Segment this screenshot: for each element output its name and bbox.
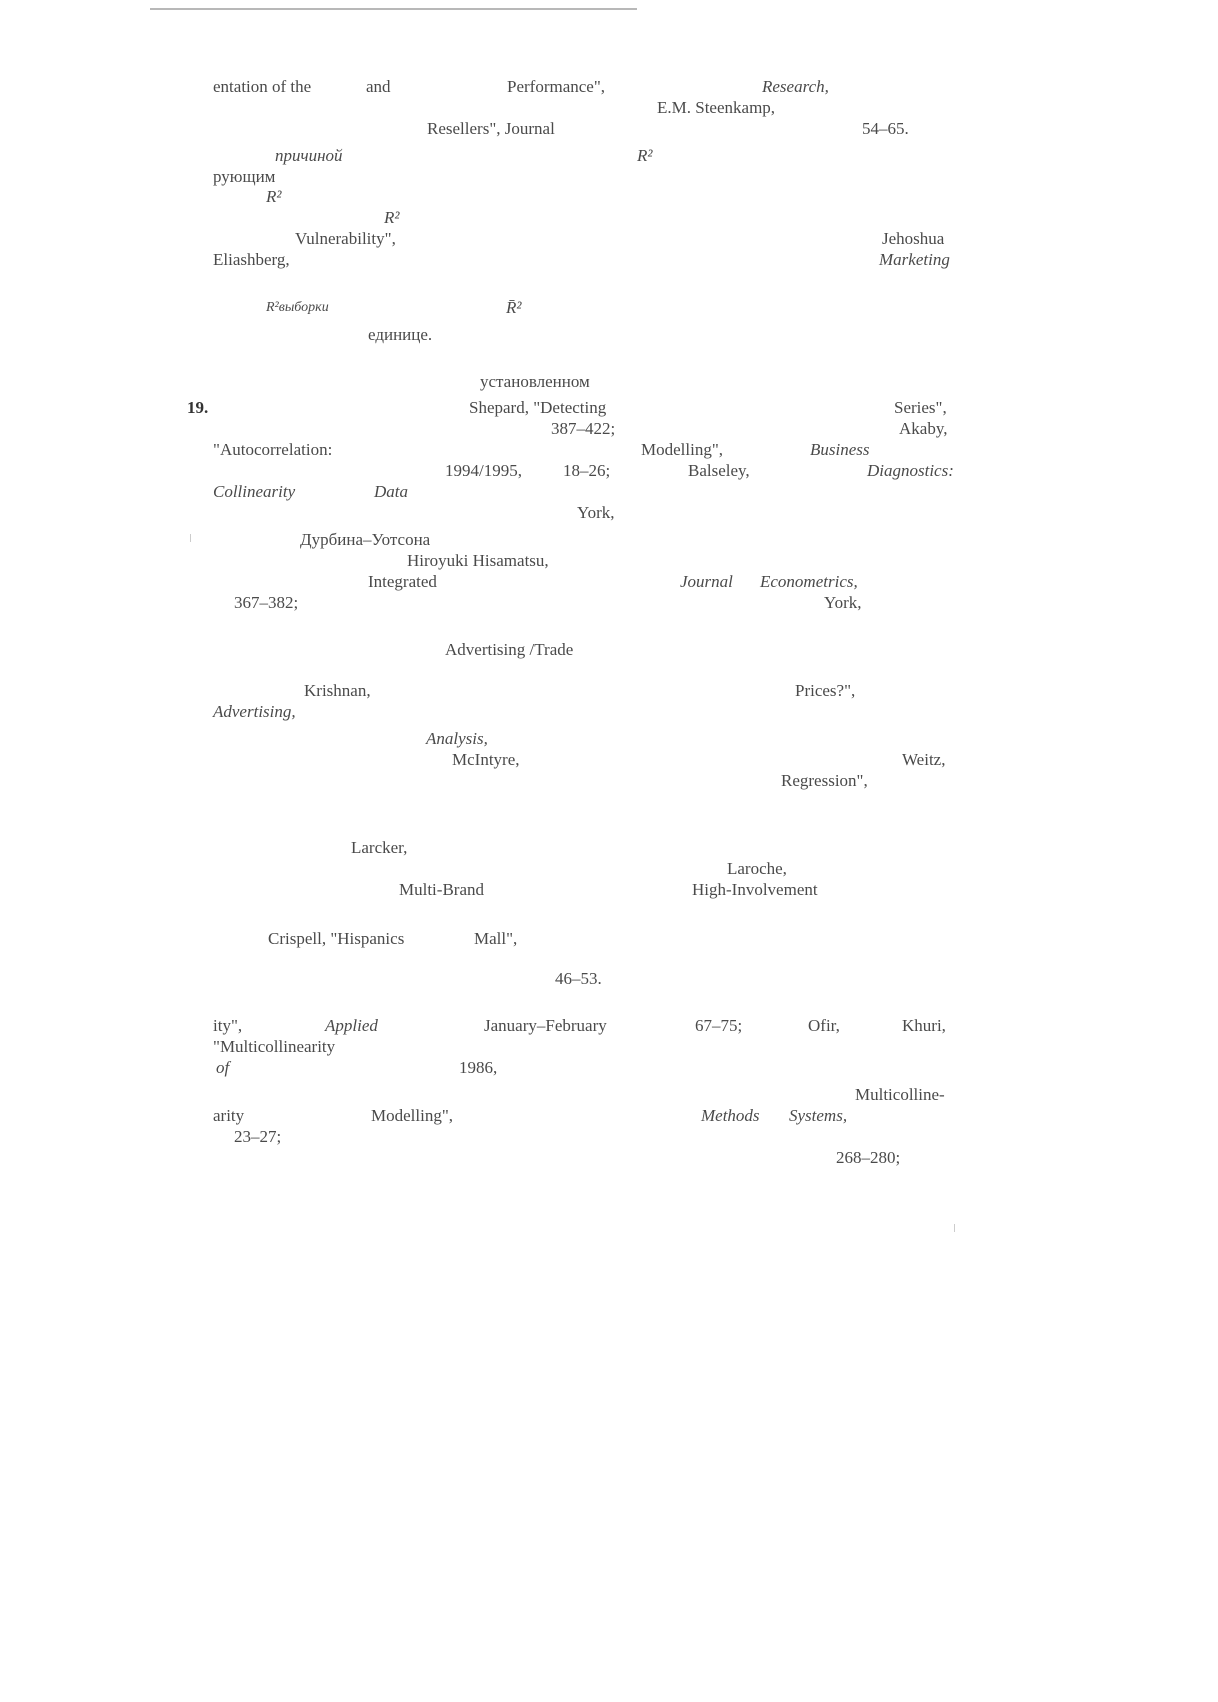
text-fragment: York, [577,503,615,522]
text-fragment: Ofir, [808,1016,840,1035]
text-fragment: 54–65. [862,119,909,138]
text-fragment: Journal [680,572,733,591]
text-fragment: R̄² [506,298,522,317]
text-fragment: 268–280; [836,1148,901,1167]
text-fragment: 367–382; [234,593,299,612]
text-fragment: Vulnerability", [295,229,396,248]
text-fragment: arity [213,1106,245,1125]
text-fragment: 46–53. [555,969,602,988]
text-fragment: and [366,77,391,96]
text-fragment: 67–75; [695,1016,743,1035]
text-fragment: 1986, [459,1058,498,1077]
text-fragment: R² [384,208,400,227]
text-fragment: "Multicollinearity [213,1037,336,1056]
text-fragment: R²выборки [266,300,329,315]
text-fragment: Collinearity [213,482,296,501]
text-fragment: Econometrics, [760,572,858,591]
text-fragment: R² [637,146,653,165]
text-fragment: Analysis, [426,729,488,748]
text-fragment: причиной [275,146,343,165]
text-fragment: Advertising /Trade [445,640,574,659]
text-fragment: рующим [213,167,276,186]
text-fragment: Prices?", [795,681,856,700]
text-fragment: Modelling", [641,440,724,459]
text-fragment: York, [824,593,862,612]
text-fragment: Series", [894,398,947,417]
text-fragment: entation of the [213,77,312,96]
text-fragment: ity", [213,1016,243,1035]
text-fragment: Marketing [879,250,950,269]
text-fragment: Integrated [368,572,437,591]
text-fragment: January–February [484,1016,607,1035]
text-fragment: R² [266,187,282,206]
text-fragment: of [216,1058,230,1077]
text-fragment: Resellers", Journal [427,119,555,138]
text-fragment: Diagnostics: [867,461,954,480]
text-fragment: Methods [701,1106,760,1125]
text-fragment: Дурбина–Уотсона [300,530,431,549]
text-fragment: Jehoshua [882,229,945,248]
text-fragment: Mall", [474,929,518,948]
header-rule [150,8,637,10]
text-fragment: High-Involvement [692,880,818,899]
text-fragment: E.M. Steenkamp, [657,98,776,117]
text-fragment: Multi-Brand [399,880,484,899]
text-fragment: установленном [480,372,590,391]
text-fragment: 23–27; [234,1127,282,1146]
text-fragment: Crispell, "Hispanics [268,929,405,948]
text-fragment: Regression", [781,771,868,790]
text-fragment: единице. [368,325,433,344]
text-fragment: 19. [187,398,209,417]
text-fragment: Krishnan, [304,681,371,700]
text-fragment: Applied [325,1016,378,1035]
text-fragment: 18–26; [563,461,611,480]
text-fragment: Laroche, [727,859,787,878]
text-fragment: Shepard, "Detecting [469,398,607,417]
text-fragment: Research, [762,77,829,96]
text-fragment: Weitz, [902,750,946,769]
text-fragment: Business [810,440,870,459]
text-fragment: Hiroyuki Hisamatsu, [407,551,549,570]
text-fragment: Performance", [507,77,606,96]
text-fragment: Eliashberg, [213,250,290,269]
text-fragment: 387–422; [551,419,616,438]
text-fragment: Balseley, [688,461,750,480]
text-fragment: Systems, [789,1106,848,1125]
text-fragment: Data [374,482,408,501]
scan-speck [954,1224,955,1232]
text-fragment: Larcker, [351,838,408,857]
text-fragment: Khuri, [902,1016,946,1035]
text-fragment: Modelling", [371,1106,454,1125]
text-fragment: Advertising, [213,702,296,721]
text-fragment: 1994/1995, [445,461,522,480]
text-fragment: Multicolline- [855,1085,945,1104]
text-fragment: McIntyre, [452,750,520,769]
text-fragment: Akaby, [899,419,948,438]
text-fragment: "Autocorrelation: [213,440,333,459]
scan-speck [190,534,191,542]
